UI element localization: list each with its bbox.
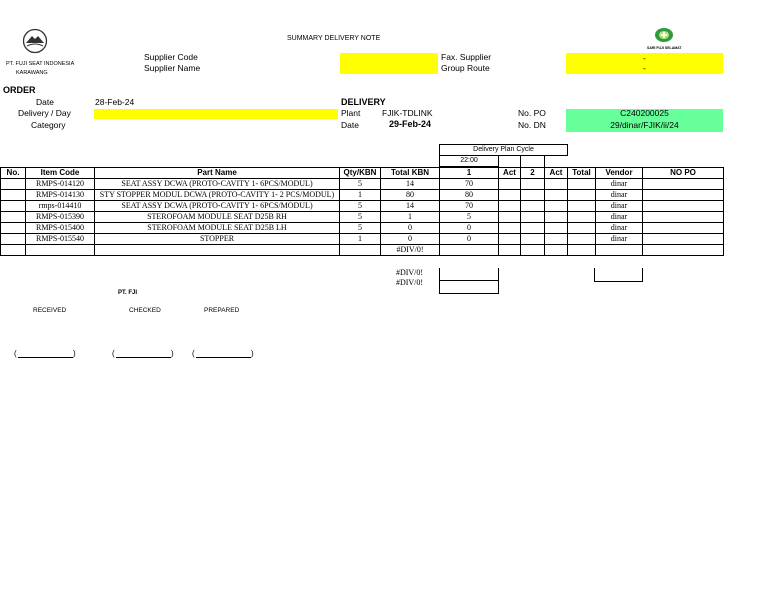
row-act-1: [499, 223, 521, 234]
plan-cycle-title: Delivery Plan Cycle: [440, 145, 568, 156]
header-act-2: Act: [545, 168, 568, 179]
table-header-row: [1, 168, 724, 179]
vendor-extra-box: [594, 268, 643, 282]
group-route-value: -: [643, 63, 646, 73]
header-total-kbn: Total KBN: [381, 168, 440, 179]
header-qty-kbn: Qty/KBN: [340, 168, 381, 179]
table-row: [1, 190, 724, 201]
plan-extra-box: [439, 268, 499, 294]
row-cycle-1: 70: [440, 201, 499, 212]
row-act-1: [499, 234, 521, 245]
row-qty-kbn: 5: [340, 223, 381, 234]
row-cycle-1: 80: [440, 190, 499, 201]
checked-label: CHECKED: [129, 307, 161, 314]
row-part-name: STOPPER: [95, 234, 340, 245]
row-no: [1, 201, 26, 212]
row-act-2: [545, 245, 568, 256]
company-name: PT. FUJI SEAT INDONESIA: [6, 61, 75, 67]
row-no-po: [643, 201, 724, 212]
row-no: [1, 223, 26, 234]
header-total: Total: [568, 168, 596, 179]
row-no-po: [643, 212, 724, 223]
delivery-day-box: [94, 109, 338, 119]
order-heading: ORDER: [3, 85, 36, 95]
table-row: [1, 179, 724, 190]
row-total-kbn: #DIV/0!: [381, 245, 440, 256]
header-cycle-1: 1: [440, 168, 499, 179]
row-no: [1, 212, 26, 223]
row-part-name: STEROFOAM MODULE SEAT D25B RH: [95, 212, 340, 223]
delivery-heading: DELIVERY: [341, 97, 386, 107]
row-total-kbn: 0: [381, 223, 440, 234]
group-route-label: Group Route: [441, 63, 490, 73]
row-qty-kbn: [340, 245, 381, 256]
delivery-date-value: 29-Feb-24: [389, 119, 432, 129]
row-total: [568, 234, 596, 245]
row-item-code: RMPS-015540: [26, 234, 95, 245]
plan-cycle-time: 22:00: [440, 156, 499, 167]
no-dn-value: 29/dinar/FJIK/ii/24: [610, 120, 679, 130]
no-po-value: C240200025: [620, 108, 669, 118]
row-cycle-2: [521, 179, 545, 190]
row-act-2: [545, 179, 568, 190]
items-table: [0, 167, 724, 256]
delivery-date-label: Date: [341, 120, 359, 130]
row-cycle-2: [521, 201, 545, 212]
row-act-2: [545, 212, 568, 223]
prepared-label: PREPARED: [204, 307, 240, 314]
supplier-name-label: Supplier Name: [144, 63, 201, 73]
row-vendor: dinar: [596, 179, 643, 190]
header-item-code: Item Code: [26, 168, 95, 179]
row-cycle-2: [521, 190, 545, 201]
supplier-code-label: Supplier Code: [144, 52, 198, 62]
row-no: [1, 190, 26, 201]
row-vendor: dinar: [596, 234, 643, 245]
right-logo: [651, 26, 677, 46]
table-row: [1, 201, 724, 212]
row-vendor: dinar: [596, 212, 643, 223]
row-total: [568, 212, 596, 223]
row-item-code: RMPS-015400: [26, 223, 95, 234]
table-row: [1, 223, 724, 234]
row-total: [568, 201, 596, 212]
plan-extra-line: [439, 280, 498, 281]
document-title: SUMMARY DELIVERY NOTE: [287, 35, 381, 42]
company-logo: [22, 28, 48, 54]
row-item-code: rmps-014410: [26, 201, 95, 212]
row-act-2: [545, 190, 568, 201]
row-vendor: dinar: [596, 190, 643, 201]
received-label: RECEIVED: [33, 307, 67, 314]
row-no-po: [643, 234, 724, 245]
row-total-kbn: 80: [381, 190, 440, 201]
right-logo-text: SARI FUJI SELAMAT: [647, 46, 682, 50]
row-act-2: [545, 201, 568, 212]
extra-div-1: #DIV/0!: [395, 268, 424, 277]
row-qty-kbn: 1: [340, 234, 381, 245]
row-vendor: [596, 245, 643, 256]
order-date-label: Date: [36, 97, 54, 107]
fax-supplier-value: -: [643, 53, 646, 63]
row-cycle-1: [440, 245, 499, 256]
row-part-name: SEAT ASSY DCWA (PROTO-CAVITY 1- 6PCS/MODUL): [95, 201, 340, 212]
row-act-2: [545, 223, 568, 234]
category-label: Category: [31, 120, 66, 130]
no-dn-label: No. DN: [518, 120, 546, 130]
plan-cycle-header: [439, 144, 568, 167]
row-no-po: [643, 223, 724, 234]
header-part-name: Part Name: [95, 168, 340, 179]
row-qty-kbn: 5: [340, 179, 381, 190]
footer-company: PT. FJI: [118, 290, 138, 296]
row-no: [1, 179, 26, 190]
row-part-name: SEAT ASSY DCWA (PROTO-CAVITY 1- 6PCS/MODUL): [95, 179, 340, 190]
row-total-kbn: 14: [381, 179, 440, 190]
header-no-po: NO PO: [643, 168, 724, 179]
row-part-name: STY STOPPER MODUL DCWA (PROTO-CAVITY 1- 2 PCS/MODUL): [95, 190, 340, 201]
plant-value: FJIK-TDLINK: [382, 108, 433, 118]
row-item-code: RMPS-014130: [26, 190, 95, 201]
row-act-1: [499, 201, 521, 212]
row-cycle-1: 0: [440, 234, 499, 245]
row-qty-kbn: 5: [340, 212, 381, 223]
row-no-po: [643, 190, 724, 201]
row-total: [568, 223, 596, 234]
row-act-1: [499, 212, 521, 223]
row-no: [1, 234, 26, 245]
fax-supplier-label: Fax. Supplier: [441, 52, 492, 62]
row-vendor: dinar: [596, 201, 643, 212]
header-vendor: Vendor: [596, 168, 643, 179]
row-qty-kbn: 5: [340, 201, 381, 212]
row-cycle-2: [521, 212, 545, 223]
checked-signature: ( ): [112, 349, 174, 358]
table-row: [1, 212, 724, 223]
header-act-1: Act: [499, 168, 521, 179]
row-cycle-1: 0: [440, 223, 499, 234]
supplier-value-box: [340, 53, 438, 74]
company-city: KARAWANG: [16, 70, 48, 76]
row-vendor: dinar: [596, 223, 643, 234]
row-cycle-1: 70: [440, 179, 499, 190]
prepared-signature: ( ): [192, 349, 254, 358]
extra-rows: [380, 268, 439, 288]
row-total: [568, 190, 596, 201]
received-signature: ( ): [14, 349, 76, 358]
row-qty-kbn: 1: [340, 190, 381, 201]
row-total: [568, 179, 596, 190]
row-no-po: [643, 179, 724, 190]
row-no-po: [643, 245, 724, 256]
row-part-name: [95, 245, 340, 256]
row-item-code: RMPS-015390: [26, 212, 95, 223]
row-total-kbn: 14: [381, 201, 440, 212]
plant-label: Plant: [341, 108, 361, 118]
row-item-code: [26, 245, 95, 256]
row-act-1: [499, 245, 521, 256]
row-cycle-2: [521, 245, 545, 256]
row-part-name: STEROFOAM MODULE SEAT D25B LH: [95, 223, 340, 234]
row-total-kbn: 1: [381, 212, 440, 223]
row-item-code: RMPS-014120: [26, 179, 95, 190]
header-no: No.: [1, 168, 26, 179]
row-total: [568, 245, 596, 256]
row-no: [1, 245, 26, 256]
table-row: [1, 234, 724, 245]
no-po-label: No. PO: [518, 108, 546, 118]
extra-div-2: #DIV/0!: [395, 278, 424, 287]
row-cycle-2: [521, 223, 545, 234]
table-row: [1, 245, 724, 256]
row-act-1: [499, 190, 521, 201]
order-date-value: 28-Feb-24: [95, 97, 135, 107]
header-cycle-2: 2: [521, 168, 545, 179]
row-cycle-1: 5: [440, 212, 499, 223]
delivery-day-label: Delivery / Day: [18, 108, 71, 118]
row-total-kbn: 0: [381, 234, 440, 245]
row-act-2: [545, 234, 568, 245]
row-act-1: [499, 179, 521, 190]
row-cycle-2: [521, 234, 545, 245]
